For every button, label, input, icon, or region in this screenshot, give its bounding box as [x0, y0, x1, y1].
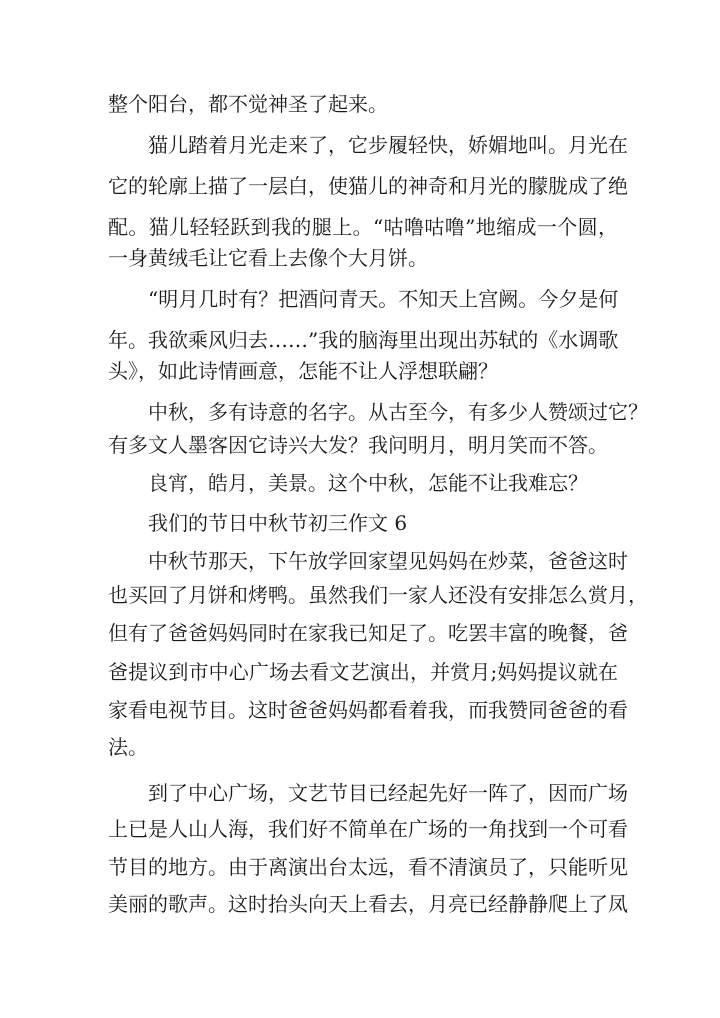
text-line: 也买回了月饼和烤鸭。虽然我们一家人还没有安排怎么赏月，: [108, 583, 648, 607]
text-line: 美丽的歌声。这时抬头向天上看去，月亮已经静静爬上了凤: [108, 892, 628, 916]
text-line: 一身黄绒毛让它看上去像个大月饼。: [108, 246, 428, 270]
text-line: 头》，如此诗情画意，怎能不让人浮想联翩？: [108, 359, 498, 383]
text-line: 但有了爸爸妈妈同时在家我已知足了。吃罢丰富的晚餐，爸: [108, 621, 628, 645]
text-line: 猫儿踏着月光走来了，它步履轻快，娇媚地叫。月光在: [148, 133, 628, 157]
text-line: 整个阳台，都不觉神圣了起来。: [108, 92, 388, 116]
text-line: 配。猫儿轻轻跃到我的腿上。“咕噜咕噜”地缩成一个圆，: [108, 215, 618, 239]
text-line: 节目的地方。由于离演出台太远，看不清演员了，只能听见: [108, 855, 628, 879]
text-line: 中秋，多有诗意的名字。从古至今，有多少人赞颂过它？: [148, 400, 648, 424]
text-line: 上已是人山人海，我们好不简单在广场的一角找到一个可看: [108, 817, 628, 841]
text-line: 中秋节那天，下午放学回家望见妈妈在炒菜，爸爸这时: [148, 549, 628, 573]
text-line: 爸提议到市中心广场去看文艺演出，并赏月;妈妈提议就在: [108, 660, 618, 684]
text-line: 法。: [108, 735, 148, 759]
section-heading: 我们的节日中秋节初三作文 6: [148, 511, 408, 535]
text-line: “明月几时有？把酒问青天。不知天上宫阙。今夕是何: [148, 287, 619, 311]
text-line: 它的轮廓上描了一层白，使猫儿的神奇和月光的朦胧成了绝: [108, 174, 628, 198]
text-line: 到了中心广场，文艺节目已经起先好一阵了，因而广场: [148, 781, 628, 805]
text-line: 年。我欲乘风归去……”我的脑海里出现出苏轼的《水调歌: [108, 328, 619, 352]
text-line: 有多文人墨客因它诗兴大发？我问明月，明月笑而不答。: [108, 433, 608, 457]
text-line: 家看电视节目。这时爸爸妈妈都看着我，而我赞同爸爸的看: [108, 698, 628, 722]
text-line: 良宵，皓月，美景。这个中秋，怎能不让我难忘？: [148, 471, 588, 495]
